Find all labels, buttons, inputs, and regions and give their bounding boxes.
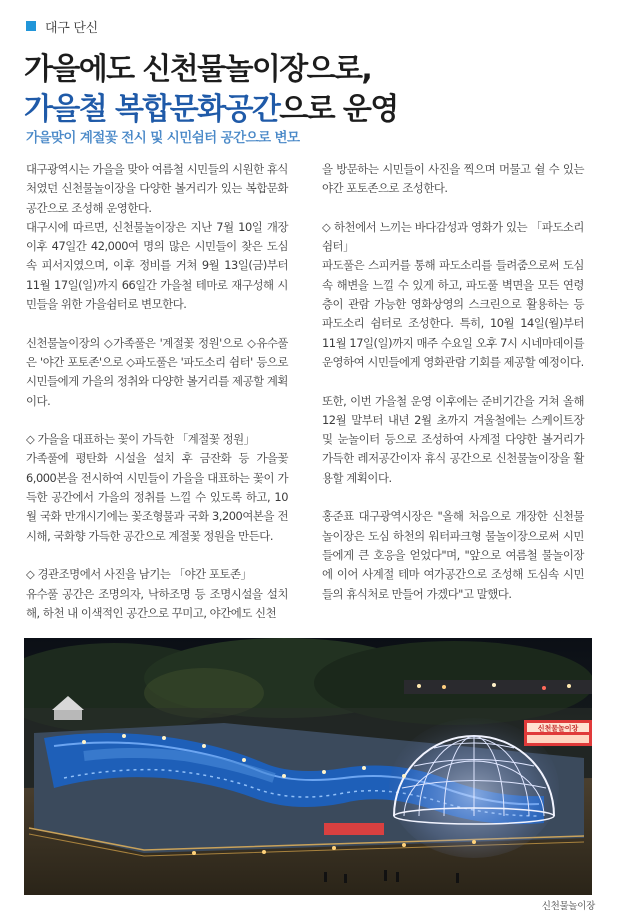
- headline: [24, 50, 604, 130]
- wall-banner: [324, 823, 384, 835]
- signboard: [524, 720, 592, 746]
- paragraph: 유수풀 공간은 조명의자, 낙하조명 등 조명시설을 설치해, 하천 내 이색적인 공간으로 꾸미고, 야간에도 신천: [26, 586, 288, 620]
- paragraph-gap: [26, 546, 288, 565]
- article-photo: [24, 638, 592, 895]
- subheadline: 가을맞이 계절꽃 전시 및 시민쉼터 공간으로 변모: [26, 130, 300, 146]
- signboard-text: 신천물놀이장: [537, 724, 579, 733]
- section-marker-icon: [26, 21, 36, 31]
- paragraph-gap: [322, 199, 584, 218]
- quote-paragraph: 홍준표 대구광역시장은 "올해 처음으로 개장한 신천물놀이장은 도심 하천의 워터파크형 물놀이장으로써 시민들에게 큰 호응을 얻었다"며, "앞으로 여름철 물놀이장에 이어 사계절 테마 여가공간으로 조성해 도심속 시민들의 휴식처로 만들어 가겠다"고 말했다.: [322, 509, 584, 601]
- article-column-left: [26, 160, 288, 623]
- paragraph: 신천물놀이장의 ◇가족풀은 '계절꽃 정원'으로 ◇유수풀은 '야간 포토존'으로 ◇파도풀은 '파도소리 쉼터' 등으로 시민들에게 가을의 정취와 다양한 볼거리를 제공할 계획이다.: [26, 335, 288, 408]
- section-label: 대구 단신: [45, 20, 98, 36]
- headline-line-2: [24, 90, 604, 130]
- section-heading: ◇ 가을을 대표하는 꽃이 가득한 「계절꽃 정원」: [26, 432, 255, 447]
- paragraph: 또한, 이번 가을철 운영 이후에는 준비기간을 거쳐 올해 12월 말부터 내년 2월 초까지 겨울철에는 스케이트장 및 눈놀이터 등으로 조성하여 사계절 다양한 볼거리가 가득한 레저공간이자 휴식 공간으로 신천물놀이장을 활용할 계획이다.: [322, 393, 584, 485]
- headline-line-1: 가을에도 신천물놀이장으로,: [24, 52, 372, 87]
- section-tag: [26, 16, 98, 36]
- paragraph-gap: [26, 314, 288, 333]
- headline-rest: 으로 운영: [279, 92, 398, 127]
- paragraph-gap: [26, 411, 288, 430]
- paragraph: 파도풀은 스피커를 통해 파도소리를 들려줌으로써 도심 속 해변을 느낄 수 있게 하고, 파도풀 벽면을 모든 연령층이 관람 가능한 영화상영의 스크린으로 활용하는 등 파도소리 쉼터로 조성한다. 특히, 10월 14일(월)부터 11월 17일(일)까지 매주 수요일 오후 7시 시네마데이를 운영하여 시민들에게 영화관람 기회를 제공할 예정이다.: [322, 258, 584, 369]
- article-column-right: [322, 160, 584, 604]
- night-pool-illustration: [24, 638, 592, 895]
- section-heading: ◇ 하천에서 느끼는 바다감성과 영화가 있는 「파도소리 쉼터」: [322, 219, 584, 254]
- paragraph: 대구시에 따르면, 신천물놀이장은 지난 7월 10일 개장 이후 47일간 42,000여 명의 많은 시민들이 찾은 도심 속 피서지였으며, 이후 정비를 거쳐 9월 13일(금)부터 11월 17일(일)까지 66일간 가을철 테마로 재구성해 시민들을 위한 가을쉼터로 변모한다.: [26, 219, 288, 312]
- headline-highlight: 가을철 복합문화공간: [24, 92, 280, 127]
- paragraph-gap: [322, 488, 584, 507]
- paragraph: 가족풀에 평탄화 시설을 설치 후 금잔화 등 가을꽃 6,000본을 전시하여 시민들이 가을을 대표하는 꽃이 가득한 공간에서 가을의 정취를 느낄 수 있도록 하고, 10월 국화 만개시기에는 꽃조형물과 국화 3,200여본을 전시해, 국화향 가득한 공간으로 계절꽃 정원을 만든다.: [26, 451, 288, 543]
- paragraph: 대구광역시는 가을을 맞아 여름철 시민들의 시원한 휴식처였던 신천물놀이장을 다양한 볼거리가 있는 복합문화공간으로 조성해 운영한다.: [26, 162, 288, 215]
- photo-caption: 신천물놀이장: [541, 901, 595, 912]
- paragraph-gap: [322, 372, 584, 391]
- section-heading: ◇ 경관조명에서 사진을 남기는 「야간 포토존」: [26, 567, 252, 582]
- paragraph: 을 방문하는 시민들이 사진을 찍으며 머물고 쉴 수 있는 야간 포토존으로 조성한다.: [322, 162, 584, 196]
- road-lights: [404, 680, 592, 694]
